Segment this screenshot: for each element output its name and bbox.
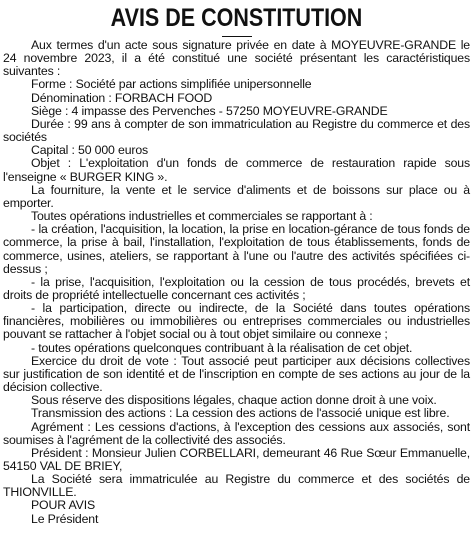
president-paragraph: Président : Monsieur Julien CORBELLARI, demeurant 46 Rue Sœur Emmanuelle, 54150 VAL DE BRIEY,: [3, 445, 470, 473]
prise-item: - la prise, l'acquisition, l'exploitation ou la cession de tous procédés, brevets et droits de propriété intellectuelle concernant ces activités ;: [3, 274, 470, 302]
participation-item: - la participation, directe ou indirecte, de la Société dans toutes opérations financières, mobilières ou immobilières ou entreprises commerciales ou industrielles pouvant se rattacher à l'objet social ou à tout objet similaire ou connexe ;: [3, 301, 470, 342]
transmission-paragraph: Transmission des actions : La cession des actions de l'associé unique est libre.: [31, 406, 450, 421]
agrement-paragraph: Agrément : Les cessions d'actions, à l'exception des cessions aux associés, sont soumises à l'agrément de la collectivité des associés.: [3, 419, 470, 447]
notice-title: AVIS DE CONSTITUTION: [110, 4, 363, 32]
forme-line: Forme : Société par actions simplifiée unipersonnelle: [31, 77, 312, 92]
immatriculation-paragraph: La Société sera immatriculée au Registre du commerce et des sociétés de THIONVILLE.: [3, 472, 470, 500]
denomination-line: Dénomination : FORBACH FOOD: [31, 90, 213, 105]
siege-line: Siège : 4 impasse des Pervenches - 57250 MOYEUVRE-GRANDE: [31, 103, 388, 118]
fourniture-paragraph: La fourniture, la vente et le service d'aliments et de boissons sur place ou à emporter.: [3, 182, 470, 210]
duree-line: Durée : 99 ans à compter de son immatriculation au Registre du commerce et des sociétés: [3, 116, 470, 145]
pour-avis-line: POUR AVIS: [31, 498, 96, 513]
reserve-paragraph: Sous réserve des dispositions légales, chaque action donne droit à une voix.: [31, 393, 437, 408]
intro-paragraph: Aux termes d'un acte sous signature privée en date à MOYEUVRE-GRANDE le 24 novembre 2023, il a été constitué une société présentant les caractéristiques suivantes :: [3, 38, 470, 79]
signatory-line: Le Président: [31, 511, 99, 526]
title-divider: [222, 36, 252, 37]
objet-paragraph: Objet : L'exploitation d'un fonds de commerce de restauration rapide sous l'enseigne « BURGER KING ».: [3, 156, 470, 184]
operations-paragraph: Toutes opérations industrielles et commerciales se rapportant à :: [31, 209, 373, 224]
operations-quelconques-item: - toutes opérations quelconques contribuant à la réalisation de cet objet.: [31, 340, 413, 355]
creation-item: - la création, l'acquisition, la location, la prise en location-gérance de tous fonds de commerce, la prise à bail, l'installation, l'exploitation de tous établissements, fonds de commerce, usines, ateliers, se rapportant à l'une ou l'autre des activités spécifiées ci-dessus ;: [3, 222, 470, 276]
capital-line: Capital : 50 000 euros: [31, 143, 149, 158]
notice-body: [3, 39, 470, 526]
droit-de-vote-paragraph: Exercice du droit de vote : Tout associé peut participer aux décisions collectives sur justification de son identité et de l'inscription en compte de ses actions au jour de la décision collective.: [3, 353, 470, 395]
